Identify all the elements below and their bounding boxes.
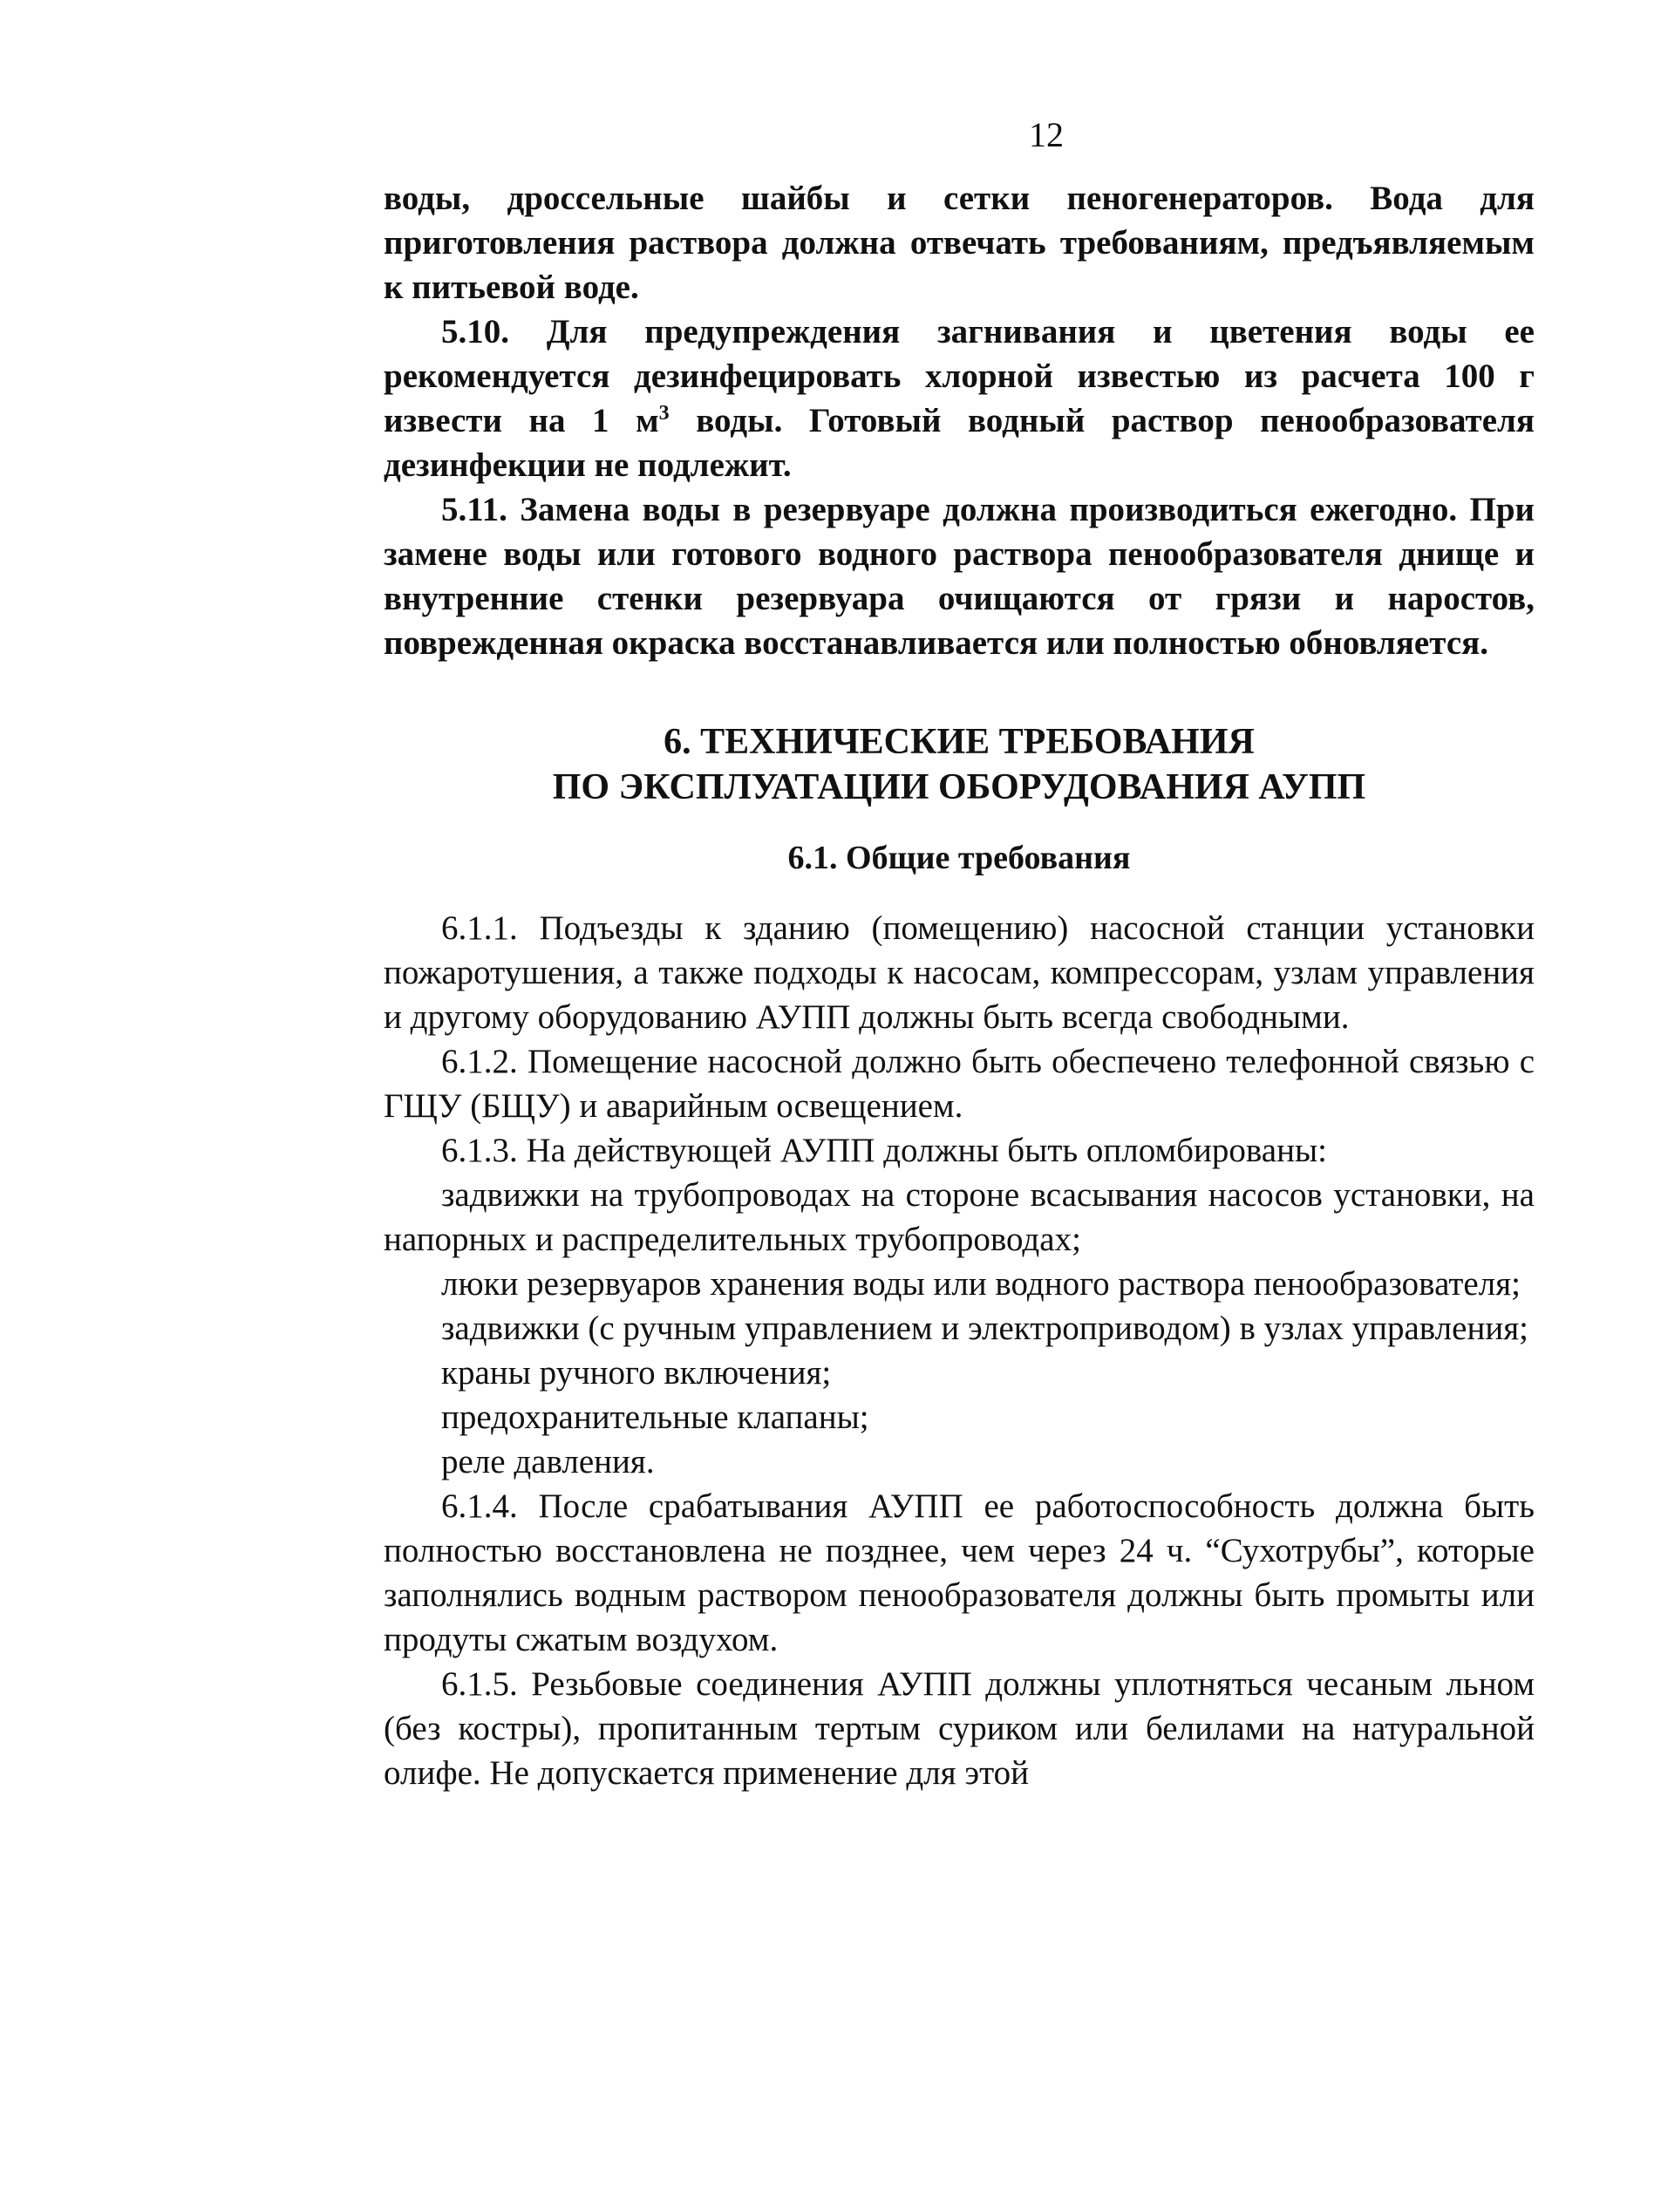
paragraph-5-11: 5.11. Замена воды в резервуаре должна производиться ежегодно. При замене воды или готового водного раствора пенообразователя днище и внутренние стенки резервуара очищаются от грязи и наростов, поврежденная окраска восстанавливается или полностью обновляется.	[384, 491, 1535, 662]
document-page	[384, 113, 1535, 1795]
paragraph-6-1-3: 6.1.3. На действующей АУПП должны быть опломбированы:	[441, 1132, 1327, 1169]
paragraph-continuation: воды, дроссельные шайбы и сетки пеногенераторов. Вода для приготовления раствора должна отвечать требованиям, предъявляемым к питьевой воде.	[384, 180, 1535, 306]
paragraph-6-1-1: 6.1.1. Подъезды к зданию (помещению) насосной станции установки пожаротушения, а также подходы к насосам, компрессорам, узлам управления и другому оборудованию АУПП должны быть всегда свободными.	[384, 909, 1535, 1036]
paragraph-6-1-4: 6.1.4. После срабатывания АУПП ее работоспособность должна быть полностью восстановлена не позднее, чем через 24 ч. “Сухотрубы”, которые заполнялись водным раствором пенообразователя должны быть промыты или продуты сжатым воздухом.	[384, 1487, 1535, 1658]
section-heading	[384, 719, 1535, 810]
subsection-heading: 6.1. Общие требования	[787, 840, 1131, 876]
list-item: реле давления.	[441, 1443, 655, 1480]
paragraph-6-1-5: 6.1.5. Резьбовые соединения АУПП должны уплотняться чесаным льном (без костры), пропитанным тертым суриком или белилами на натуральной олифе. Не допускается применение для этой	[384, 1665, 1535, 1792]
superscript-cubic: 3	[658, 402, 670, 425]
page-number: 12	[1029, 115, 1064, 154]
paragraph-6-1-2: 6.1.2. Помещение насосной должно быть обеспечено телефонной связью с ГЩУ (БЩУ) и аварийным освещением.	[384, 1043, 1535, 1125]
sealed-items-list	[384, 1173, 1535, 1484]
section-heading-line-2: ПО ЭКСПЛУАТАЦИИ ОБОРУДОВАНИЯ АУПП	[552, 767, 1366, 807]
list-item: люки резервуаров хранения воды или водного раствора пенообразователя;	[441, 1265, 1521, 1303]
paragraph-5-10-text-end: воды. Готовый водный раствор пенообразователя дезинфекции не подлежит.	[384, 402, 1535, 484]
paragraph-5-10-text-start: 5.10. Для предупреждения загнивания и цветения воды ее рекомендуется дезинфецировать хлорной известью из расчета 100 г извести на 1 м	[384, 313, 1535, 439]
section-heading-line-1: 6. ТЕХНИЧЕСКИЕ ТРЕБОВАНИЯ	[664, 722, 1255, 762]
paragraph-5-10	[384, 310, 1535, 487]
list-item: задвижки (с ручным управлением и электроприводом) в узлах управления;	[441, 1310, 1528, 1347]
list-item: предохранительные клапаны;	[441, 1399, 869, 1436]
list-item: задвижки на трубопроводах на стороне всасывания насосов установки, на напорных и распределительных трубопроводах;	[384, 1176, 1535, 1258]
list-item: краны ручного включения;	[441, 1354, 832, 1392]
